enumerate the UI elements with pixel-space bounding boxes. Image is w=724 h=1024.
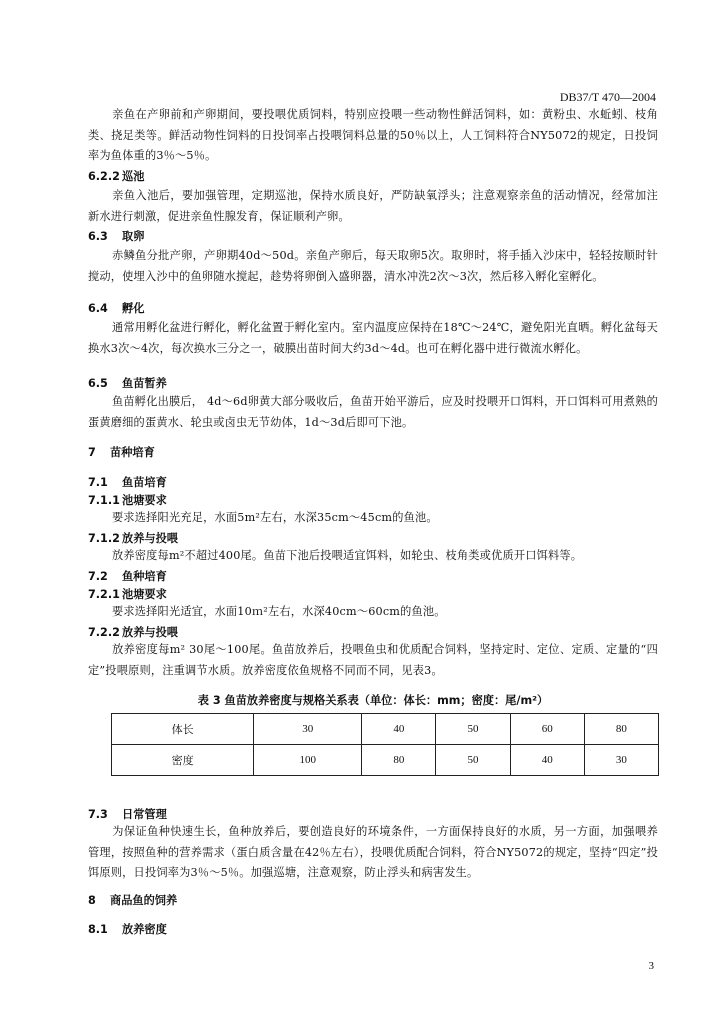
table-cell: 50	[436, 714, 510, 745]
paragraph-egg-collection	[88, 246, 658, 287]
heading-6-4	[88, 300, 144, 316]
table-row-length	[112, 714, 659, 745]
heading-text: 日常管理	[122, 808, 167, 821]
heading-7-1	[88, 474, 167, 490]
heading-text: 放养密度	[122, 923, 167, 936]
paragraph-hatching	[88, 318, 658, 359]
heading-number: 8.1	[88, 923, 108, 936]
paragraph-broodstock-feeding	[88, 105, 658, 167]
heading-text: 孵化	[122, 302, 145, 315]
page-number: 3	[648, 960, 654, 972]
table-cell: 100	[254, 745, 362, 776]
paragraph-text: 赤鳞鱼分批产卵，产卵期40d～50d。亲鱼产卵后，每天取卵5次。取卵时，将手插入沙床中，轻轻按顺时针搅动，使埋入沙中的鱼卵随水搅起，趁势将卵倒入盛卵器，清水冲洗2次～3次，然后移入孵化室孵化。	[88, 249, 658, 283]
heading-number: 6.5	[88, 377, 108, 390]
heading-7-2-1	[88, 586, 167, 602]
heading-number: 7.1	[88, 476, 108, 489]
heading-8-1	[88, 921, 167, 937]
heading-number: 6.4	[88, 302, 108, 315]
standard-code: DB37/T 470—2004	[559, 90, 656, 104]
heading-text: 池塘要求	[122, 494, 167, 507]
table-cell: 体长	[112, 714, 254, 745]
heading-number: 7.3	[88, 808, 108, 821]
table-cell: 40	[510, 745, 584, 776]
paragraph-fingerling-pond	[88, 602, 658, 623]
heading-6-5	[88, 375, 167, 391]
paragraph-fry-stocking	[88, 546, 658, 567]
heading-number: 7.2.1	[88, 588, 120, 601]
heading-text: 苗种培育	[110, 446, 155, 459]
paragraph-text: 要求选择阳光适宜，水面10ｍ²左右，水深40cm～60cm的鱼池。	[112, 605, 446, 618]
heading-6-2-2	[88, 168, 144, 184]
paragraph-text: 放养密度每m² 30尾～100尾。鱼苗放养后，投喂鱼虫和优质配合饲料，坚持定时、定位、定质、定量的“四定”投喂原则，注重调节水质。放养密度依鱼规格不同而不同，见表3。	[88, 643, 658, 677]
heading-7-1-1	[88, 492, 167, 508]
heading-number: 7.2	[88, 570, 108, 583]
paragraph-daily-management	[88, 822, 658, 884]
table-cell: 密度	[112, 745, 254, 776]
heading-8	[88, 892, 177, 908]
table-cell: 30	[254, 714, 362, 745]
heading-text: 鱼种培育	[122, 570, 167, 583]
heading-7-2	[88, 568, 167, 584]
heading-text: 鱼苗培育	[122, 476, 167, 489]
heading-number: 7.2.2	[88, 626, 120, 639]
heading-number: 7.1.2	[88, 532, 120, 545]
stocking-density-table	[111, 713, 659, 776]
paragraph-fry-holding	[88, 392, 658, 433]
heading-number: 6.2.2	[88, 170, 120, 183]
paragraph-text: 为保证鱼种快速生长，鱼种放养后，要创造良好的环境条件，一方面保持良好的水质，另一方面，加强喂养管理，按照鱼种的营养需求（蛋白质含量在42％左右），投喂优质配合饲料，符合NY5072的规定，坚持“四定”投饵原则，日投饲率为3％～5％。加强巡塘，注意观察，防止浮头和病害发生。	[88, 825, 658, 879]
table-cell: 60	[510, 714, 584, 745]
table-cell: 80	[584, 714, 658, 745]
paragraph-text: 要求选择阳光充足，水面5m²左右，水深35cm～45cm的鱼池。	[112, 511, 438, 524]
heading-number: 7.1.1	[88, 494, 120, 507]
heading-number: 7	[88, 446, 96, 459]
heading-text: 商品鱼的饲养	[110, 894, 178, 907]
table-cell: 80	[362, 745, 436, 776]
heading-7-3	[88, 806, 167, 822]
paragraph-patrol	[88, 186, 658, 227]
table-cell: 50	[436, 745, 510, 776]
heading-text: 放养与投喂	[122, 626, 178, 639]
heading-7-1-2	[88, 530, 178, 546]
table-cell: 40	[362, 714, 436, 745]
heading-7-2-2	[88, 624, 178, 640]
heading-text: 巡池	[122, 170, 145, 183]
table-row-density	[112, 745, 659, 776]
paragraph-text: 通常用孵化盆进行孵化，孵化盆置于孵化室内。室内温度应保持在18℃～24℃，避免阳光直晒。孵化盆每天换水3次～4次，每次换水三分之一，破膜出苗时间大约3d～4d。也可在孵化器中进行微流水孵化。	[88, 321, 658, 355]
heading-6-3	[88, 228, 144, 244]
paragraph-text: 亲鱼入池后，要加强管理，定期巡池，保持水质良好，严防缺氧浮头；注意观察亲鱼的活动情况，经常加注新水进行刺激，促进亲鱼性腺发育，保证顺利产卵。	[88, 189, 658, 223]
table-cell: 30	[584, 745, 658, 776]
paragraph-fingerling-stocking	[88, 640, 658, 681]
heading-number: 8	[88, 894, 96, 907]
table-caption: 表 3 鱼苗放养密度与规格关系表（单位：体长：mm；密度：尾/m²）	[197, 694, 549, 707]
heading-text: 池塘要求	[122, 588, 167, 601]
heading-7	[88, 444, 155, 460]
heading-number: 6.3	[88, 230, 108, 243]
paragraph-text: 鱼苗孵化出膜后， 4d～6d卵黄大部分吸收后，鱼苗开始平游后，应及时投喂开口饵料，开口饵料可用煮熟的蛋黄磨细的蛋黄水、轮虫或卤虫无节幼体，1d～3d后即可下池。	[88, 395, 658, 429]
heading-text: 取卵	[122, 230, 145, 243]
paragraph-text: 放养密度每m²不超过400尾。鱼苗下池后投喂适宜饵料，如轮虫、枝角类或优质开口饵料等。	[112, 549, 583, 562]
paragraph-fry-pond	[88, 508, 658, 529]
heading-text: 放养与投喂	[122, 532, 178, 545]
heading-text: 鱼苗暂养	[122, 377, 167, 390]
paragraph-text: 亲鱼在产卵前和产卵期间，要投喂优质饲料，特别应投喂一些动物性鲜活饲料，如：黄粉虫、水蚯蚓、枝角类、挠足类等。鲜活动物性饲料的日投饲率占投喂饲料总量的50％以上，人工饲料符合NY5072的规定，日投饲率为鱼体重的3％～5％。	[88, 108, 658, 162]
